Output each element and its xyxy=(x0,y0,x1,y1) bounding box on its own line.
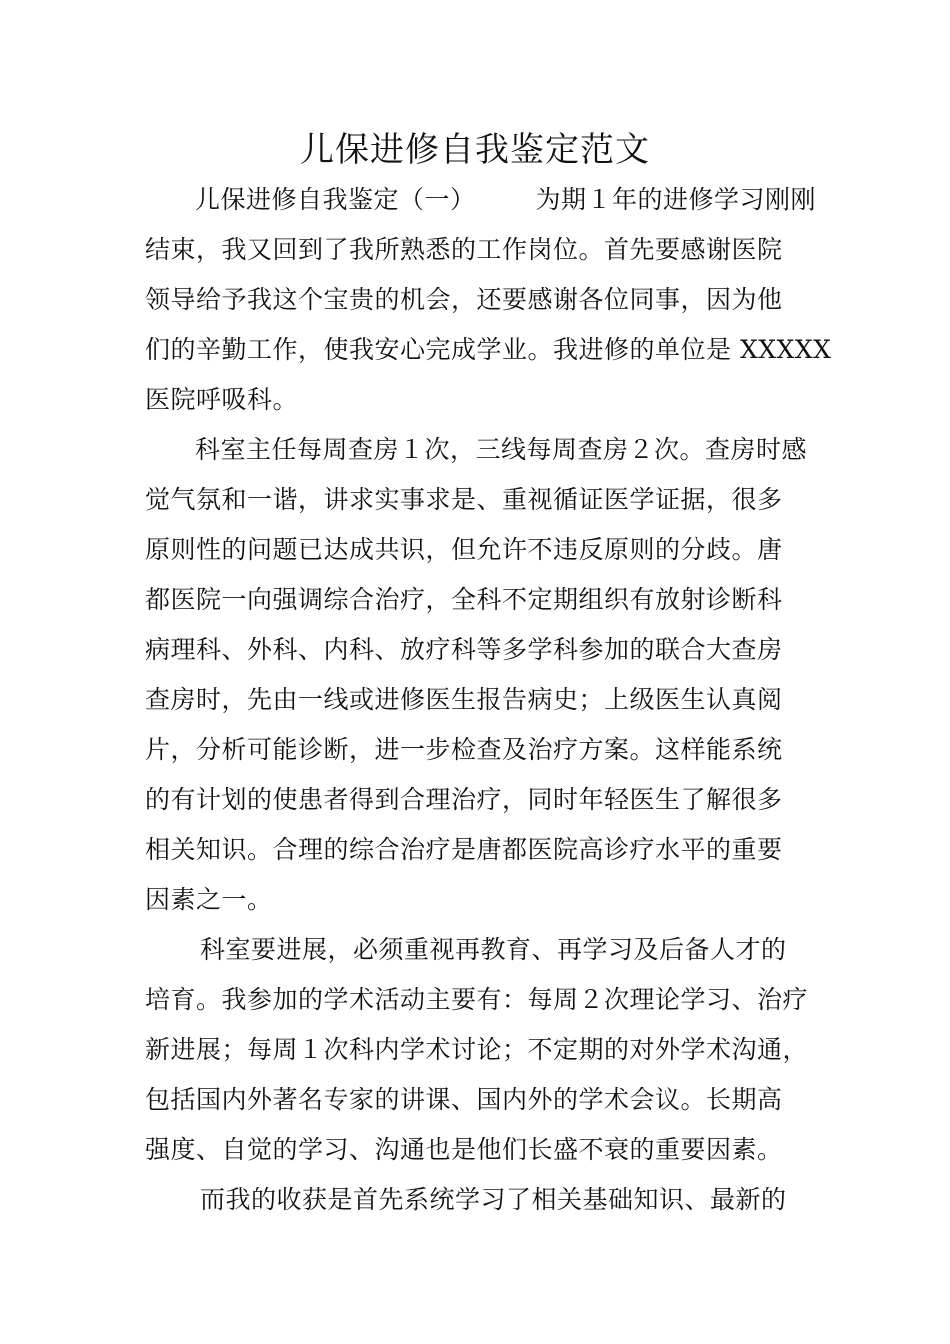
paragraph-2-line-7: 片，分析可能诊断，进一步检查及治疗方案。这样能系统 xyxy=(145,735,783,764)
paragraph-3-line-4: 包括国内外著名专家的讲课、国内外的学术会议。长期高 xyxy=(145,1085,783,1114)
paragraph-3-line-2: 培育。我参加的学术活动主要有：每周２次理论学习、治疗 xyxy=(145,985,809,1014)
paragraph-2-line-9: 相关知识。合理的综合治疗是唐都医院高诊疗水平的重要 xyxy=(145,835,783,864)
paragraph-2-line-1: 科室主任每周查房１次，三线每周查房２次。查房时感 xyxy=(195,435,808,464)
paragraph-4-line-1: 而我的收获是首先系统学习了相关基础知识、最新的 xyxy=(200,1185,787,1214)
document-title: 儿保进修自我鉴定范文 xyxy=(300,130,650,170)
paragraph-2-line-6: 查房时，先由一线或进修医生报告病史；上级医生认真阅 xyxy=(145,685,783,714)
paragraph-1-line-5: 医院呼吸科。 xyxy=(145,385,299,414)
paragraph-2-line-2: 觉气氛和一谐，讲求实事求是、重视循证医学证据，很多 xyxy=(145,485,783,514)
paragraph-2-line-3: 原则性的问题已达成共识，但允许不违反原则的分歧。唐 xyxy=(145,535,783,564)
paragraph-text: 为期１年的进修学习刚刚 xyxy=(535,185,817,214)
section-heading: 儿保进修自我鉴定（一） xyxy=(195,185,476,214)
paragraph-3-line-3: 新进展；每周１次科内学术讨论；不定期的对外学术沟通， xyxy=(145,1035,809,1064)
paragraph-3-line-1: 科室要进展，必须重视再教育、再学习及后备人才的 xyxy=(200,935,787,964)
paragraph-1-line-1 xyxy=(145,182,860,218)
paragraph-1-line-4: 们的辛勤工作，使我安心完成学业。我进修的单位是 XXXXX xyxy=(145,335,832,364)
paragraph-2-line-8: 的有计划的使患者得到合理治疗，同时年轻医生了解很多 xyxy=(145,785,783,814)
paragraph-3-line-5: 强度、自觉的学习、沟通也是他们长盛不衰的重要因素。 xyxy=(145,1135,783,1164)
paragraph-1-line-3: 领导给予我这个宝贵的机会，还要感谢各位同事，因为他 xyxy=(145,285,783,314)
paragraph-2-line-5: 病理科、外科、内科、放疗科等多学科参加的联合大查房 xyxy=(145,635,783,664)
paragraph-1-line-2: 结束，我又回到了我所熟悉的工作岗位。首先要感谢医院 xyxy=(145,235,783,264)
paragraph-2-line-4: 都医院一向强调综合治疗，全科不定期组织有放射诊断科 xyxy=(145,585,783,614)
paragraph-2-line-10: 因素之一。 xyxy=(145,885,273,914)
